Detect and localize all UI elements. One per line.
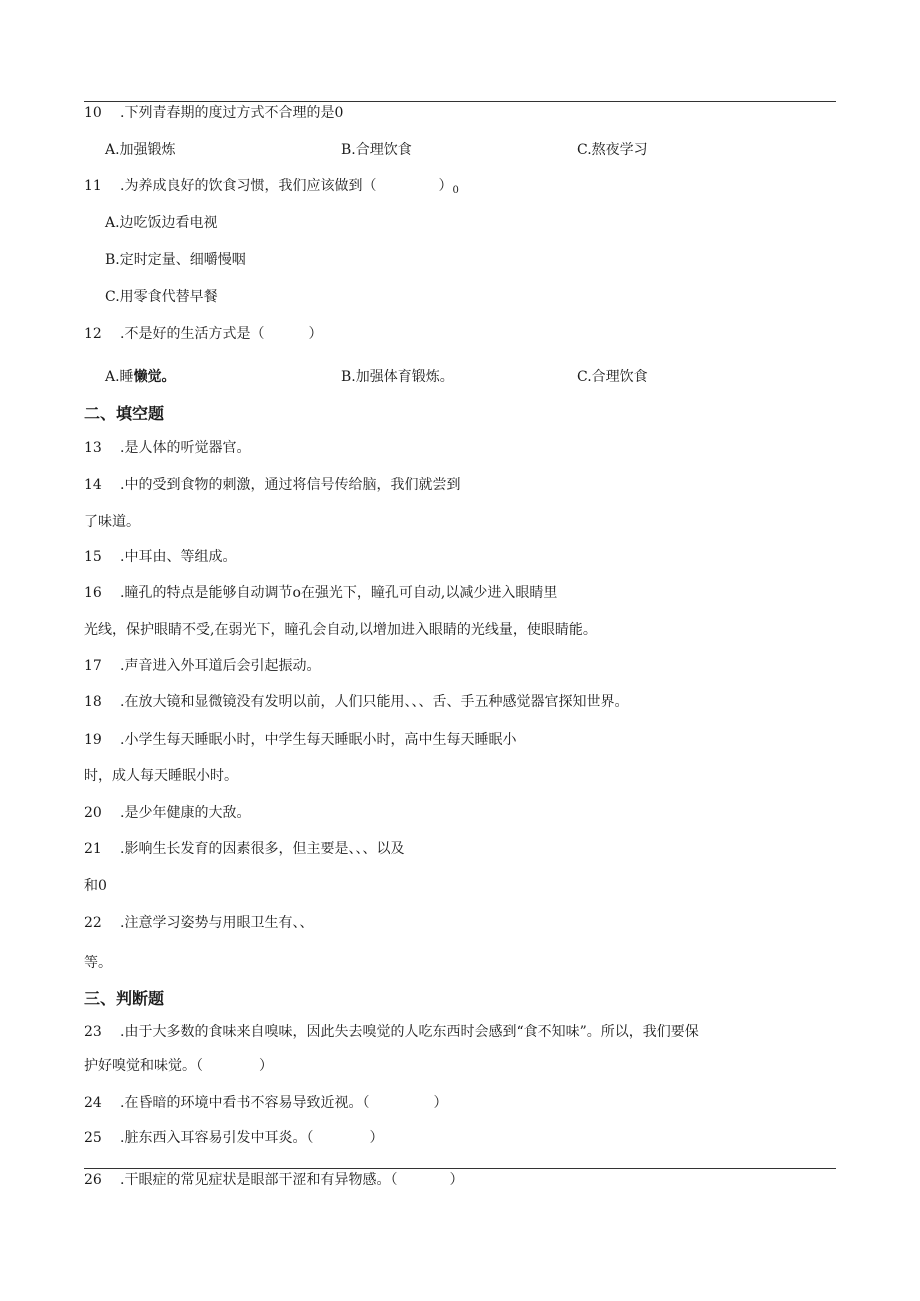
question-number: 22 xyxy=(84,915,102,931)
question-20 xyxy=(84,803,250,823)
question-number: 23 xyxy=(84,1024,102,1040)
question-24 xyxy=(84,1093,447,1113)
option-b: B.合理饮食 xyxy=(341,142,412,158)
question-14 xyxy=(84,475,460,495)
option-c: C.熬夜学习 xyxy=(577,142,648,158)
question-25 xyxy=(84,1128,383,1148)
question-text: .瞳孔的特点是能够自动调节o在强光下，瞳孔可自动,以减少进入眼睛里 xyxy=(120,585,558,601)
question-12 xyxy=(84,324,322,344)
question-number: 15 xyxy=(84,549,102,565)
question-22 xyxy=(84,913,313,933)
section-heading-true-false: 三、判断题 xyxy=(84,989,165,1008)
option-b: B.加强体育锻炼。 xyxy=(341,369,454,385)
question-text: .脏东西入耳容易引发中耳炎。（ xyxy=(120,1130,314,1146)
question-text: .下列青春期的度过方式不合理的是0 xyxy=(120,105,344,121)
question-text: .干眼症的常见症状是眼部干涩和有异物感。（ xyxy=(120,1172,398,1188)
close-paren: ） xyxy=(433,1095,448,1111)
question-number: 14 xyxy=(84,477,102,493)
question-text: .不是好的生活方式是（ xyxy=(120,326,265,342)
continuation-text: 护好嗅觉和味觉。（ xyxy=(84,1058,203,1074)
question-text: .中的受到食物的刺激，通过将信号传给脑，我们就尝到 xyxy=(120,477,461,493)
question-number: 21 xyxy=(84,841,102,857)
option-c: C.合理饮食 xyxy=(577,369,648,385)
question-13 xyxy=(84,438,250,458)
question-number: 17 xyxy=(84,658,102,674)
question-21-continuation: 和0 xyxy=(84,878,107,894)
question-10 xyxy=(84,103,343,123)
question-number: 25 xyxy=(84,1130,102,1146)
question-text: .中耳由、等组成。 xyxy=(120,549,237,565)
option-b: B.定时定量、细嚼慢咽 xyxy=(105,252,246,268)
section-heading-fill-blank: 二、填空题 xyxy=(84,404,165,423)
close-paren: ） xyxy=(259,1058,273,1074)
bottom-divider xyxy=(84,1168,836,1169)
question-number: 12 xyxy=(84,326,102,342)
question-23 xyxy=(84,1022,699,1042)
question-text: .是少年健康的大敌。 xyxy=(120,805,251,821)
question-text: .影响生长发育的因素很多，但主要是、、、以及 xyxy=(120,841,405,857)
close-paren: ） xyxy=(438,178,453,194)
question-23-continuation xyxy=(84,1056,273,1076)
question-text: .为养成良好的饮食习惯，我们应该做到（ xyxy=(120,178,377,194)
trailing-mark: 0 xyxy=(452,185,459,196)
question-21 xyxy=(84,839,404,859)
question-15 xyxy=(84,547,236,567)
question-number: 10 xyxy=(84,105,102,121)
option-a-prefix: A.睡 xyxy=(105,369,134,385)
option-a xyxy=(105,367,176,387)
question-text: .是人体的听觉器官。 xyxy=(120,440,251,456)
question-number: 26 xyxy=(84,1172,102,1188)
question-text: .在昏暗的环境中看书不容易导致近视。（ xyxy=(120,1095,370,1111)
question-text: .由于大多数的食味来自嗅味，因此失去嗅觉的人吃东西时会感到“食不知味”。所以，我们要保 xyxy=(120,1024,699,1040)
option-c: C.用零食代替早餐 xyxy=(105,289,218,305)
question-16-continuation: 光线，保护眼睛不受,在弱光下，瞳孔会自动,以增加进入眼睛的光线量，使眼睛能。 xyxy=(84,622,597,638)
question-16 xyxy=(84,583,557,603)
question-text: .在放大镜和显微镜没有发明以前，人们只能用、、、舌、手五种感觉器官探知世界。 xyxy=(120,694,629,710)
question-number: 16 xyxy=(84,585,102,601)
question-number: 11 xyxy=(84,178,102,194)
option-a: A.加强锻炼 xyxy=(105,142,176,158)
question-19 xyxy=(84,730,516,750)
close-paren: ） xyxy=(449,1172,464,1188)
question-number: 13 xyxy=(84,440,102,456)
top-divider xyxy=(84,101,836,102)
question-number: 18 xyxy=(84,694,102,710)
question-text: .小学生每天睡眠小时，中学生每天睡眠小时，高中生每天睡眠小 xyxy=(120,732,517,748)
question-text: .注意学习姿势与用眼卫生有、、 xyxy=(120,915,314,931)
question-18 xyxy=(84,692,628,712)
close-paren: ） xyxy=(369,1130,384,1146)
question-number: 20 xyxy=(84,805,102,821)
question-17 xyxy=(84,656,320,676)
question-14-continuation: 了味道。 xyxy=(84,514,140,530)
close-paren: ） xyxy=(308,326,323,342)
option-a: A.边吃饭边看电视 xyxy=(105,215,218,231)
question-number: 24 xyxy=(84,1095,102,1111)
question-number: 19 xyxy=(84,732,102,748)
question-22-continuation: 等。 xyxy=(84,955,112,971)
option-a-bold: 懒觉。 xyxy=(133,369,176,385)
question-text: .声音进入外耳道后会引起振动。 xyxy=(120,658,321,674)
question-19-continuation: 时，成人每天睡眠小时。 xyxy=(84,768,238,784)
question-11 xyxy=(84,176,459,201)
question-26 xyxy=(84,1170,463,1190)
